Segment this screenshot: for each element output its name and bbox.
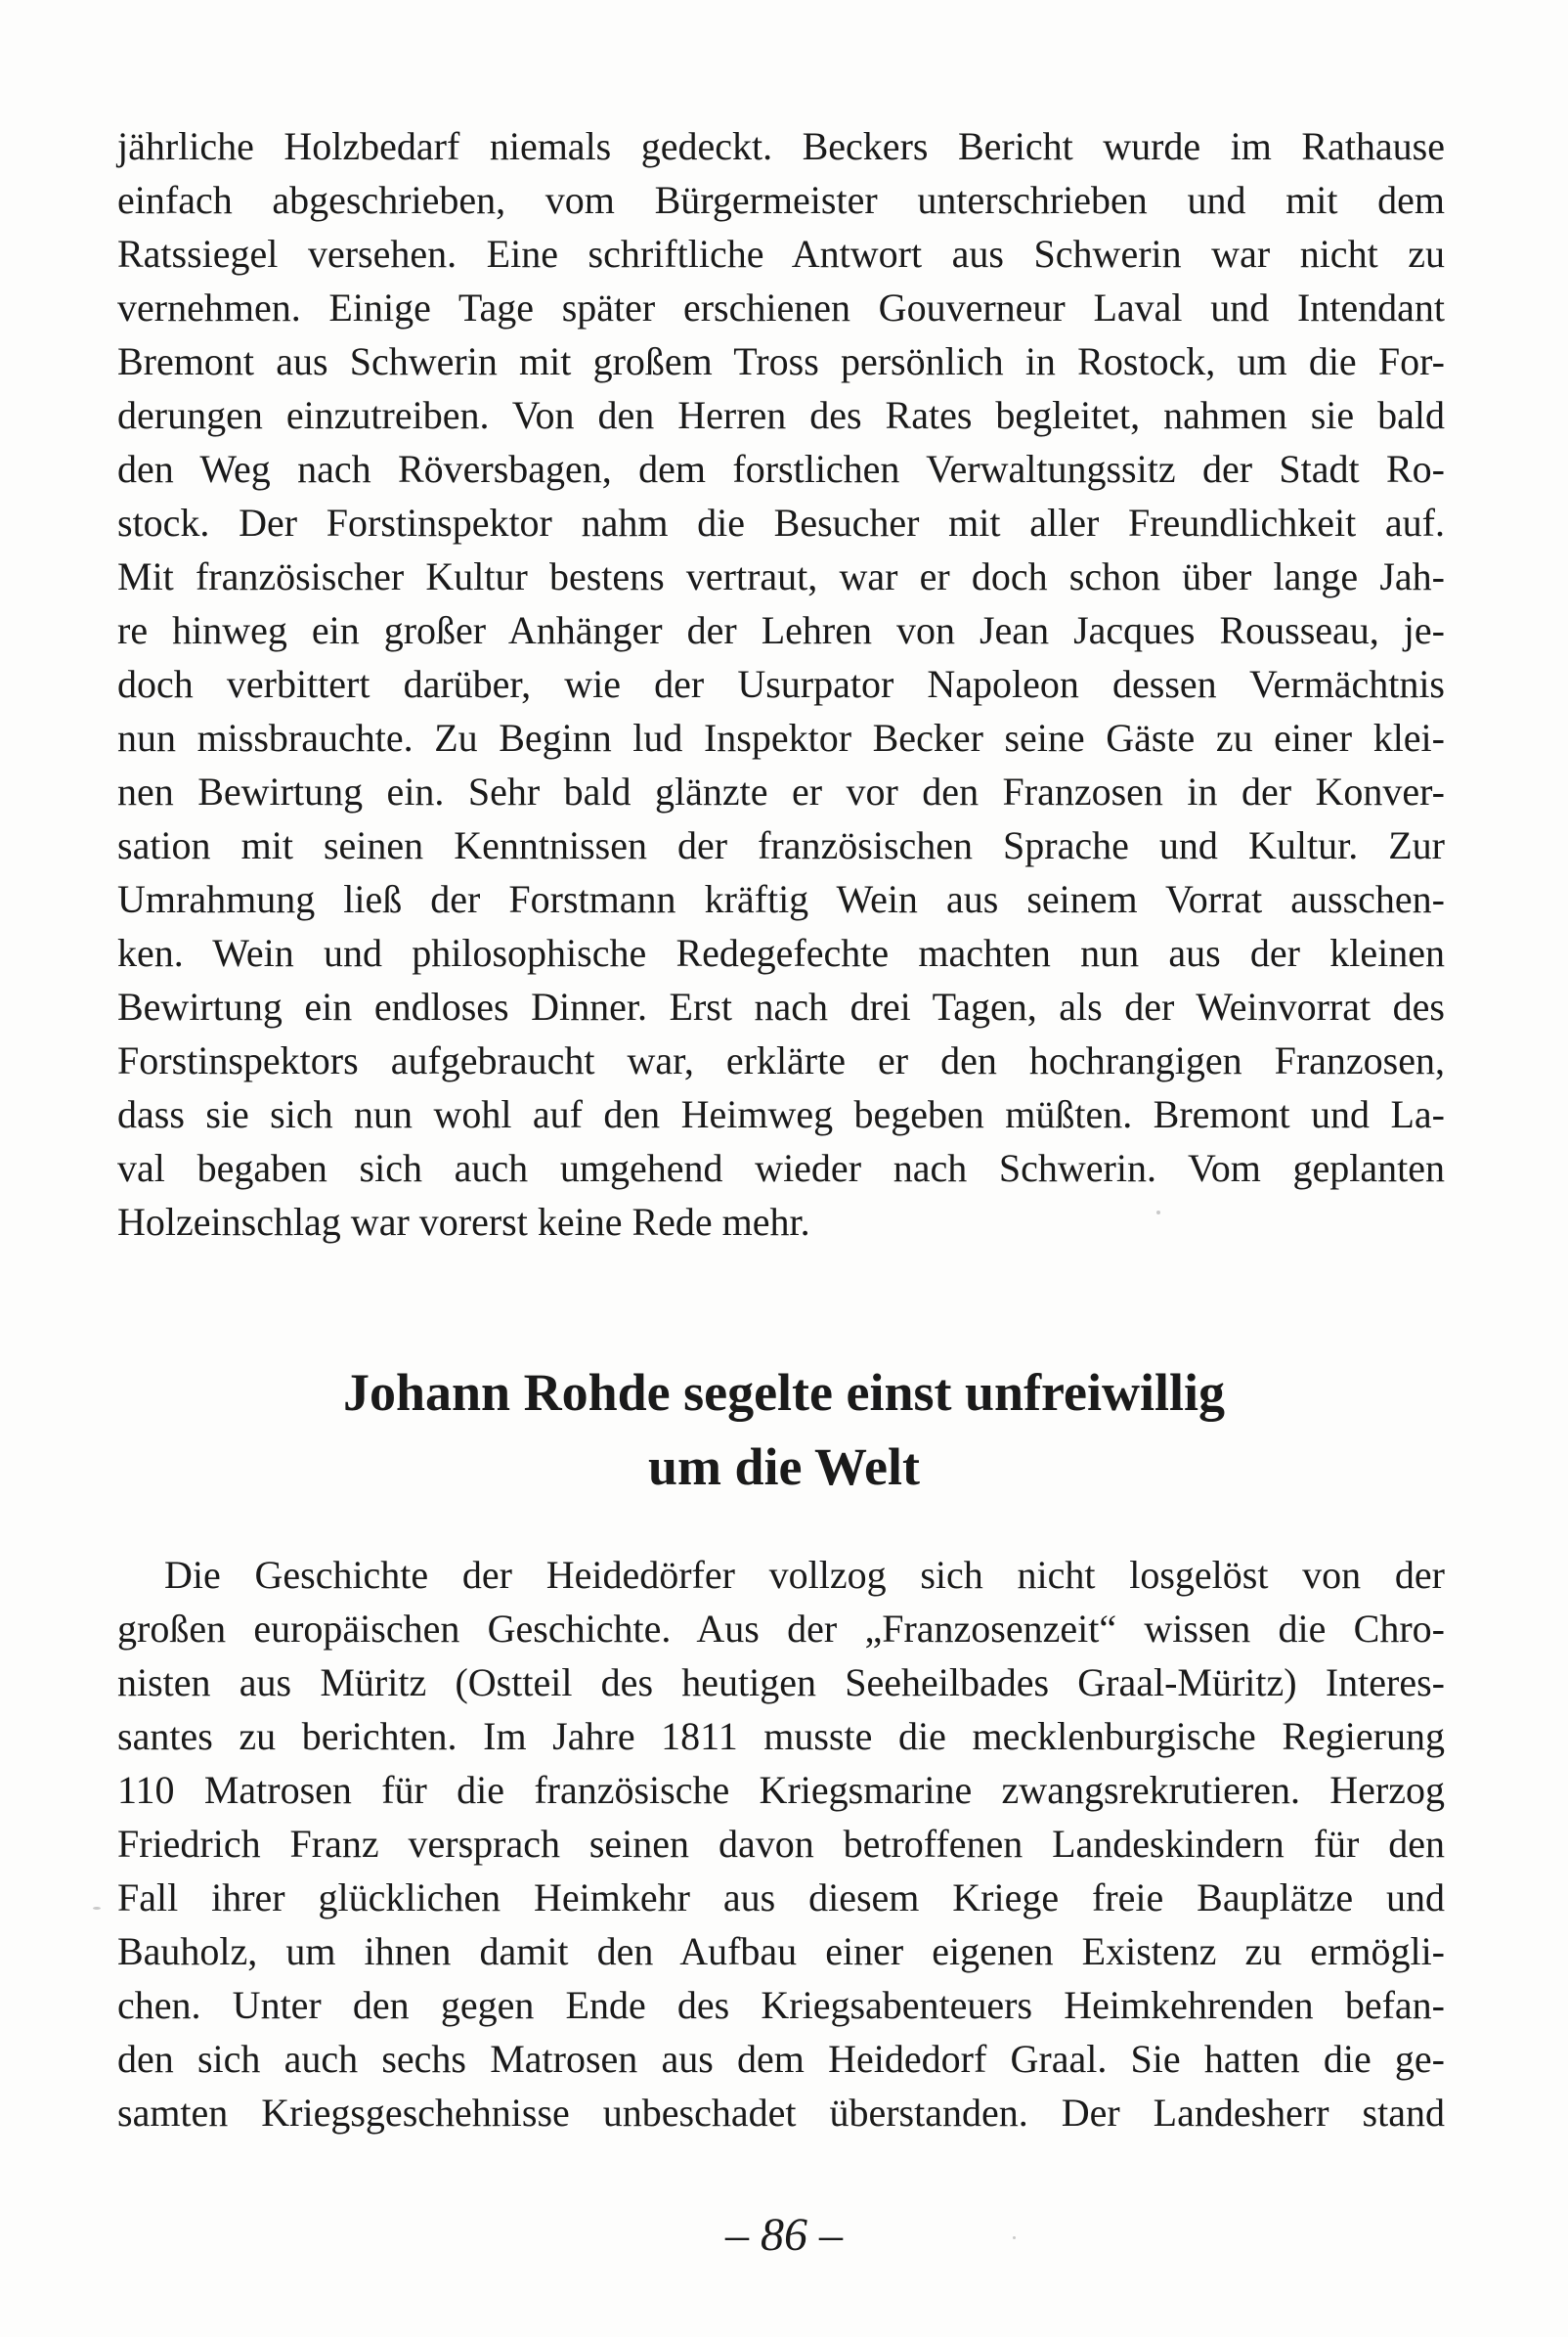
text-line: Bremont aus Schwerin mit großem Tross persönlich in Rostock, um die For-: [117, 339, 1445, 383]
scan-speck: [1156, 1211, 1160, 1214]
text-line: vernehmen. Einige Tage später erschienen Gouverneur Laval und Intendant: [117, 286, 1445, 330]
text-line: großen europäischen Geschichte. Aus der „Franzosenzeit“ wissen die Chro-: [117, 1607, 1445, 1651]
text-line: Bewirtung ein endloses Dinner. Erst nach drei Tagen, als der Weinvorrat des: [117, 985, 1445, 1029]
text-line: sation mit seinen Kenntnissen der französischen Sprache und Kultur. Zur: [117, 823, 1445, 867]
text-line: samten Kriegsgeschehnisse unbeschadet überstanden. Der Landesherr stand: [117, 2091, 1445, 2135]
text-line: jährliche Holzbedarf niemals gedeckt. Beckers Bericht wurde im Rathause: [117, 124, 1445, 168]
chapter-heading-line-1: Johann Rohde segelte einst unfreiwillig: [342, 1363, 1226, 1422]
scan-speck: [93, 1907, 101, 1910]
text-line: santes zu berichten. Im Jahre 1811 musste die mecklenburgische Regierung: [117, 1714, 1445, 1758]
text-line: den Weg nach Röversbagen, dem forstlichen Verwaltungssitz der Stadt Ro-: [117, 447, 1445, 491]
text-line: doch verbittert darüber, wie der Usurpator Napoleon dessen Vermächtnis: [117, 662, 1445, 706]
chapter-heading-line-2: um die Welt: [647, 1437, 920, 1496]
text-line: den sich auch sechs Matrosen aus dem Heidedorf Graal. Sie hatten die ge-: [117, 2037, 1445, 2081]
text-line: Ratssiegel versehen. Eine schriftliche Antwort aus Schwerin war nicht zu: [117, 232, 1445, 276]
text-line: Bauholz, um ihnen damit den Aufbau einer eigenen Existenz zu ermögli-: [117, 1929, 1445, 1973]
page-number: – 86 –: [725, 2209, 843, 2261]
text-line: Mit französischer Kultur bestens vertraut, war er doch schon über lange Jah-: [117, 554, 1445, 598]
text-line: val begaben sich auch umgehend wieder nach Schwerin. Vom geplanten: [117, 1146, 1445, 1190]
text-line: einfach abgeschrieben, vom Bürgermeister unterschrieben und mit dem: [117, 178, 1445, 222]
text-line: Friedrich Franz versprach seinen davon betroffenen Landeskindern für den: [117, 1822, 1445, 1866]
scan-speck: [1013, 2236, 1016, 2239]
text-line: dass sie sich nun wohl auf den Heimweg begeben müßten. Bremont und La-: [117, 1092, 1445, 1136]
text-line: derungen einzutreiben. Von den Herren des Rates begleitet, nahmen sie bald: [117, 393, 1445, 437]
text-line: Umrahmung ließ der Forstmann kräftig Wein aus seinem Vorrat ausschen-: [117, 877, 1445, 921]
text-line: chen. Unter den gegen Ende des Kriegsabenteuers Heimkehrenden befan-: [117, 1983, 1445, 2027]
text-line: re hinweg ein großer Anhänger der Lehren von Jean Jacques Rousseau, je-: [117, 608, 1445, 652]
text-line: nisten aus Müritz (Ostteil des heutigen Seeheilbades Graal-Müritz) Interes-: [117, 1660, 1445, 1704]
text-line: stock. Der Forstinspektor nahm die Besucher mit aller Freundlichkeit auf.: [117, 501, 1445, 545]
text-line: Die Geschichte der Heidedörfer vollzog sich nicht losgelöst von der: [164, 1553, 1445, 1597]
text-line: nen Bewirtung ein. Sehr bald glänzte er vor den Franzosen in der Konver-: [117, 770, 1445, 814]
text-line: Fall ihrer glücklichen Heimkehr aus diesem Kriege freie Bauplätze und: [117, 1875, 1445, 1919]
text-line: ken. Wein und philosophische Redegefechte machten nun aus der kleinen: [117, 931, 1445, 975]
text-line: 110 Matrosen für die französische Kriegsmarine zwangsrekrutieren. Herzog: [117, 1768, 1445, 1812]
text-line: Forstinspektors aufgebraucht war, erklärte er den hochrangigen Franzosen,: [117, 1038, 1445, 1082]
text-line: Holzeinschlag war vorerst keine Rede mehr.: [117, 1200, 810, 1244]
text-line: nun missbrauchte. Zu Beginn lud Inspektor Becker seine Gäste zu einer klei-: [117, 716, 1445, 760]
